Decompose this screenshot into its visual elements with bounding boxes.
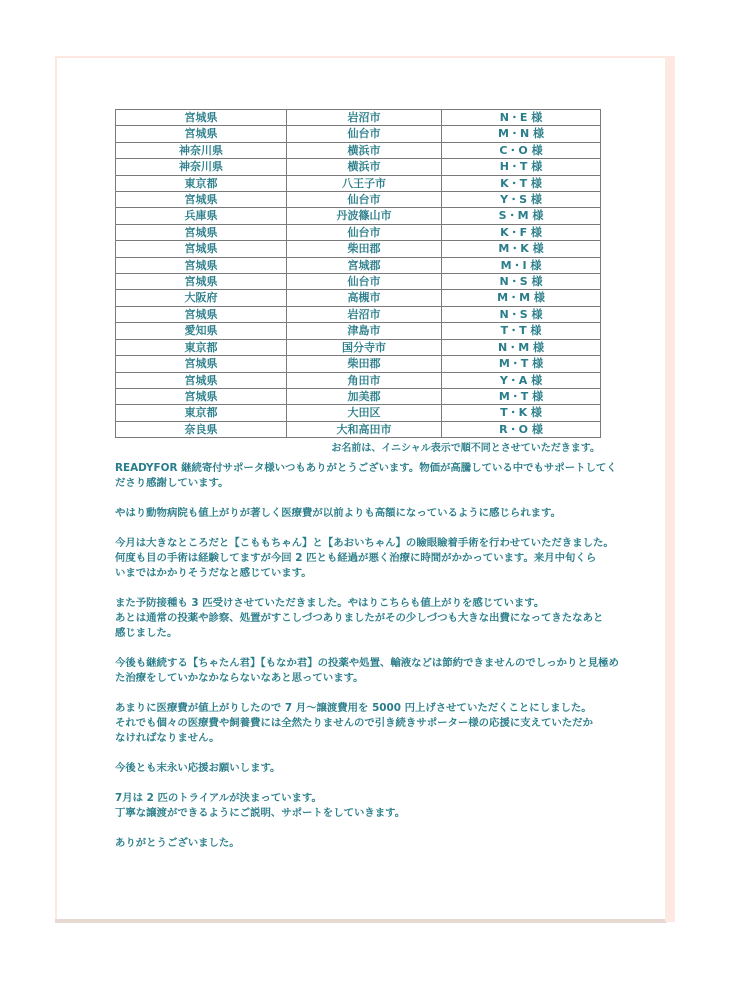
name-cell: K・F 様 xyxy=(442,224,601,240)
name-cell: M・N 様 xyxy=(442,126,601,142)
table-row xyxy=(116,421,601,437)
text-line: READYFOR 継続寄付サポータ様いつもありがとうございます。物価が高騰している中でもサポートしてく xyxy=(115,462,617,474)
table-row xyxy=(116,323,601,339)
city-cell: 柴田郡 xyxy=(287,241,442,257)
city-cell: 大田区 xyxy=(287,405,442,421)
text-line: また予防接種も 3 匹受けさせていただきました。やはりこちらも値上がりを感じています。 xyxy=(115,597,545,609)
table-row xyxy=(116,224,601,240)
city-cell: 仙台市 xyxy=(287,126,442,142)
city-cell: 岩沼市 xyxy=(287,306,442,322)
prefecture-cell: 宮城県 xyxy=(116,257,287,273)
table-row xyxy=(116,208,601,224)
city-cell: 大和高田市 xyxy=(287,421,442,437)
table-row xyxy=(116,159,601,175)
letter-paragraph xyxy=(115,536,615,581)
name-cell: C・O 様 xyxy=(442,142,601,158)
text-line: それでも個々の医療費や飼養費には全然たりませんので引き続きサポーター様の応援に支えていただか xyxy=(115,717,593,729)
letter-paragraph xyxy=(115,596,615,641)
page-edge-strip xyxy=(665,56,675,922)
text-line: やはり動物病院も値上がりが著しく医療費が以前よりも高額になっているように感じられます。 xyxy=(115,507,561,519)
text-line: 今後とも末永い応援お願いします。 xyxy=(115,762,281,774)
name-cell: T・K 様 xyxy=(442,405,601,421)
prefecture-cell: 宮城県 xyxy=(116,388,287,404)
table-row xyxy=(116,356,601,372)
text-line: なければなりません。 xyxy=(115,732,220,744)
name-cell: Y・S 様 xyxy=(442,192,601,208)
text-line: 何度も目の手術は経験してますが今回 2 匹とも経過が悪く治療に時間がかかっています。来月中旬くら xyxy=(115,552,597,564)
text-line: 丁寧な譲渡ができるようにご説明、サポートをしていきます。 xyxy=(115,807,406,819)
name-cell: T・T 様 xyxy=(442,323,601,339)
name-cell: N・S 様 xyxy=(442,274,601,290)
table-row xyxy=(116,142,601,158)
prefecture-cell: 宮城県 xyxy=(116,306,287,322)
city-cell: 仙台市 xyxy=(287,274,442,290)
city-cell: 加美郡 xyxy=(287,388,442,404)
table-row xyxy=(116,306,601,322)
letter-body xyxy=(115,461,619,866)
prefecture-cell: 宮城県 xyxy=(116,126,287,142)
city-cell: 岩沼市 xyxy=(287,110,442,126)
prefecture-cell: 宮城県 xyxy=(116,192,287,208)
name-cell: N・S 様 xyxy=(442,306,601,322)
letter-paragraph xyxy=(115,461,615,491)
table-row xyxy=(116,290,601,306)
text-line: 今後も継続する【ちゃたん君】【もなか君】の投薬や処置、輸液などは節約できませんのでしっかりと見極め xyxy=(115,657,619,669)
name-cell: M・I 様 xyxy=(442,257,601,273)
prefecture-cell: 宮城県 xyxy=(116,372,287,388)
table-row xyxy=(116,257,601,273)
prefecture-cell: 大阪府 xyxy=(116,290,287,306)
name-cell: Y・A 様 xyxy=(442,372,601,388)
letter-paragraph xyxy=(115,656,619,686)
table-row xyxy=(116,388,601,404)
city-cell: 八王子市 xyxy=(287,175,442,191)
table-row xyxy=(116,126,601,142)
letter-paragraph xyxy=(115,791,615,821)
name-cell: M・M 様 xyxy=(442,290,601,306)
letter-paragraph xyxy=(115,506,615,521)
prefecture-cell: 宮城県 xyxy=(116,274,287,290)
text-line: 7月は 2 匹のトライアルが決まっています。 xyxy=(115,792,322,804)
letter-paragraph xyxy=(115,701,615,746)
text-line: 感じました。 xyxy=(115,627,178,639)
name-cell: M・T 様 xyxy=(442,388,601,404)
text-line: ありがとうございました。 xyxy=(115,837,240,849)
table-row xyxy=(116,405,601,421)
name-cell: M・K 様 xyxy=(442,241,601,257)
table-note: お名前は、イニシャル表示で順不同とさせていただきます。 xyxy=(331,443,600,454)
name-cell: N・E 様 xyxy=(442,110,601,126)
prefecture-cell: 宮城県 xyxy=(116,356,287,372)
name-cell: R・O 様 xyxy=(442,421,601,437)
name-cell: K・T 様 xyxy=(442,175,601,191)
name-cell: H・T 様 xyxy=(442,159,601,175)
prefecture-cell: 奈良県 xyxy=(116,421,287,437)
prefecture-cell: 東京都 xyxy=(116,175,287,191)
letter-paragraph xyxy=(115,761,615,776)
text-line: あとは通常の投薬や診察、処置がすこしづつありましたがその少しづつも大きな出費になってきたなあと xyxy=(115,612,604,624)
city-cell: 仙台市 xyxy=(287,224,442,240)
city-cell: 宮城郡 xyxy=(287,257,442,273)
prefecture-cell: 神奈川県 xyxy=(116,142,287,158)
text-line: た治療をしていかなかならないなあと思っています。 xyxy=(115,672,364,684)
city-cell: 柴田郡 xyxy=(287,356,442,372)
city-cell: 角田市 xyxy=(287,372,442,388)
name-cell: N・M 様 xyxy=(442,339,601,355)
name-cell: M・T 様 xyxy=(442,356,601,372)
prefecture-cell: 神奈川県 xyxy=(116,159,287,175)
text-line: いまではかかりそうだなと感じています。 xyxy=(115,567,312,579)
text-line: 今月は大きなところだと【こももちゃん】と【あおいちゃん】の瞼眼瞼着手術を行わせていただきました。 xyxy=(115,537,614,549)
prefecture-cell: 兵庫県 xyxy=(116,208,287,224)
city-cell: 高槻市 xyxy=(287,290,442,306)
prefecture-cell: 宮城県 xyxy=(116,224,287,240)
city-cell: 丹波篠山市 xyxy=(287,208,442,224)
city-cell: 横浜市 xyxy=(287,142,442,158)
city-cell: 横浜市 xyxy=(287,159,442,175)
table-row xyxy=(116,372,601,388)
prefecture-cell: 宮城県 xyxy=(116,241,287,257)
table-row xyxy=(116,192,601,208)
prefecture-cell: 愛知県 xyxy=(116,323,287,339)
prefecture-cell: 東京都 xyxy=(116,405,287,421)
prefecture-cell: 宮城県 xyxy=(116,110,287,126)
table-row xyxy=(116,339,601,355)
text-line: あまりに医療費が値上がりしたので 7 月～譲渡費用を 5000 円上げさせていただくことにしました。 xyxy=(115,702,592,714)
city-cell: 国分寺市 xyxy=(287,339,442,355)
text-line: ださり感謝しています。 xyxy=(115,477,229,489)
letter-paragraph xyxy=(115,836,615,851)
table-row xyxy=(116,175,601,191)
table-row xyxy=(116,241,601,257)
table-row xyxy=(116,274,601,290)
city-cell: 津島市 xyxy=(287,323,442,339)
donor-table xyxy=(115,109,601,438)
table-row xyxy=(116,110,601,126)
name-cell: S・M 様 xyxy=(442,208,601,224)
city-cell: 仙台市 xyxy=(287,192,442,208)
prefecture-cell: 東京都 xyxy=(116,339,287,355)
